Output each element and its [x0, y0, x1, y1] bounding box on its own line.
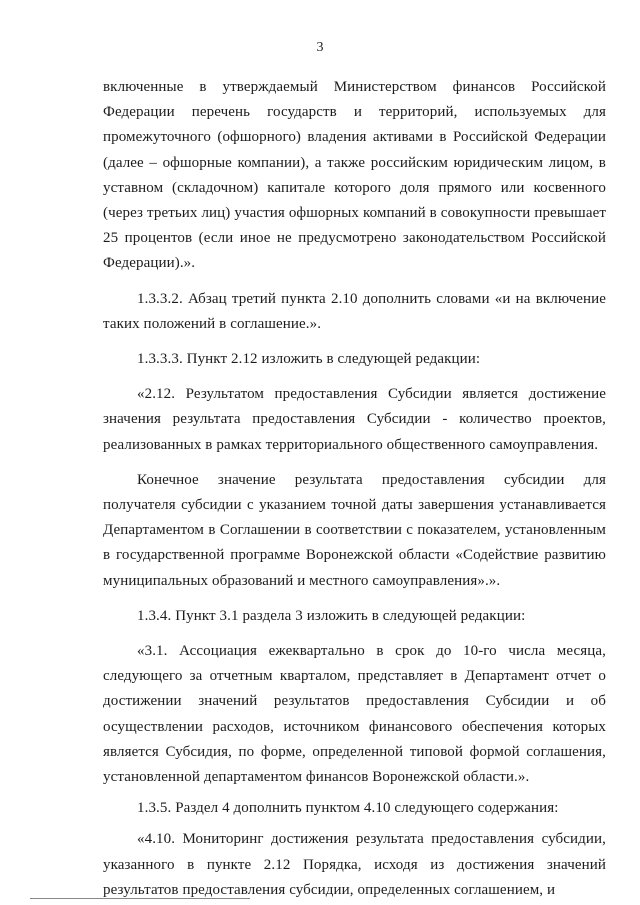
paragraph-1-3-4: 1.3.4. Пункт 3.1 раздела 3 изложить в следующей редакции: [137, 607, 526, 624]
paragraph-3-1: «3.1. Ассоциация ежеквартально в срок до 10-го числа месяца, следующего за отчетным кварталом, представляет в Департамент отчет о достижении значений результатов предоставления Субсидии и об осуществлении расходов, источником финансового обеспечения которых является Субсидия, по форме, определенной типовой формой соглашения, установленной департаментом финансов Воронежской области.». [103, 643, 606, 786]
paragraph-4-10: «4.10. Мониторинг достижения результата предоставления субсидии, указанного в пункте 2.12 Порядка, исходя из достижения значений результатов предоставления субсидии, определенных соглашением, и [103, 831, 606, 898]
paragraph-final-value: Конечное значение результата предоставления субсидии для получателя субсидии с указанием точной даты завершения устанавливается Департаментом в Соглашении в соответствии с показателем, установленным в государственной программе Воронежской области «Содействие развитию муниципальных образований и местного самоуправления».». [103, 471, 606, 589]
paragraph-2-12: «2.12. Результатом предоставления Субсидии является достижение значения результата предоставления Субсидии - количество проектов, реализованных в рамках территориального общественного самоуправления. [103, 386, 606, 453]
footer-rule [30, 898, 250, 899]
document-body [103, 75, 606, 903]
paragraph-1-3-3-2: 1.3.3.2. Абзац третий пункта 2.10 дополнить словами «и на включение таких положений в соглашение.». [103, 290, 606, 332]
paragraph-1-3-3-3: 1.3.3.3. Пункт 2.12 изложить в следующей редакции: [137, 351, 481, 368]
paragraph-offshore-definition: включенные в утверждаемый Министерством финансов Российской Федерации перечень государств и территорий, используемых для промежуточного (офшорного) владения активами в Российской Федерации (далее – офшорные компании), а также российским юридическим лицом, в уставном (складочном) капитале которого доля прямого или косвенного (через третьих лиц) участия офшорных компаний в совокупности превышает 25 процентов (если иное не предусмотрено законодательством Российской Федерации).». [103, 79, 606, 272]
page-number: 3 [316, 40, 324, 55]
paragraph-1-3-5: 1.3.5. Раздел 4 дополнить пунктом 4.10 следующего содержания: [137, 800, 559, 817]
